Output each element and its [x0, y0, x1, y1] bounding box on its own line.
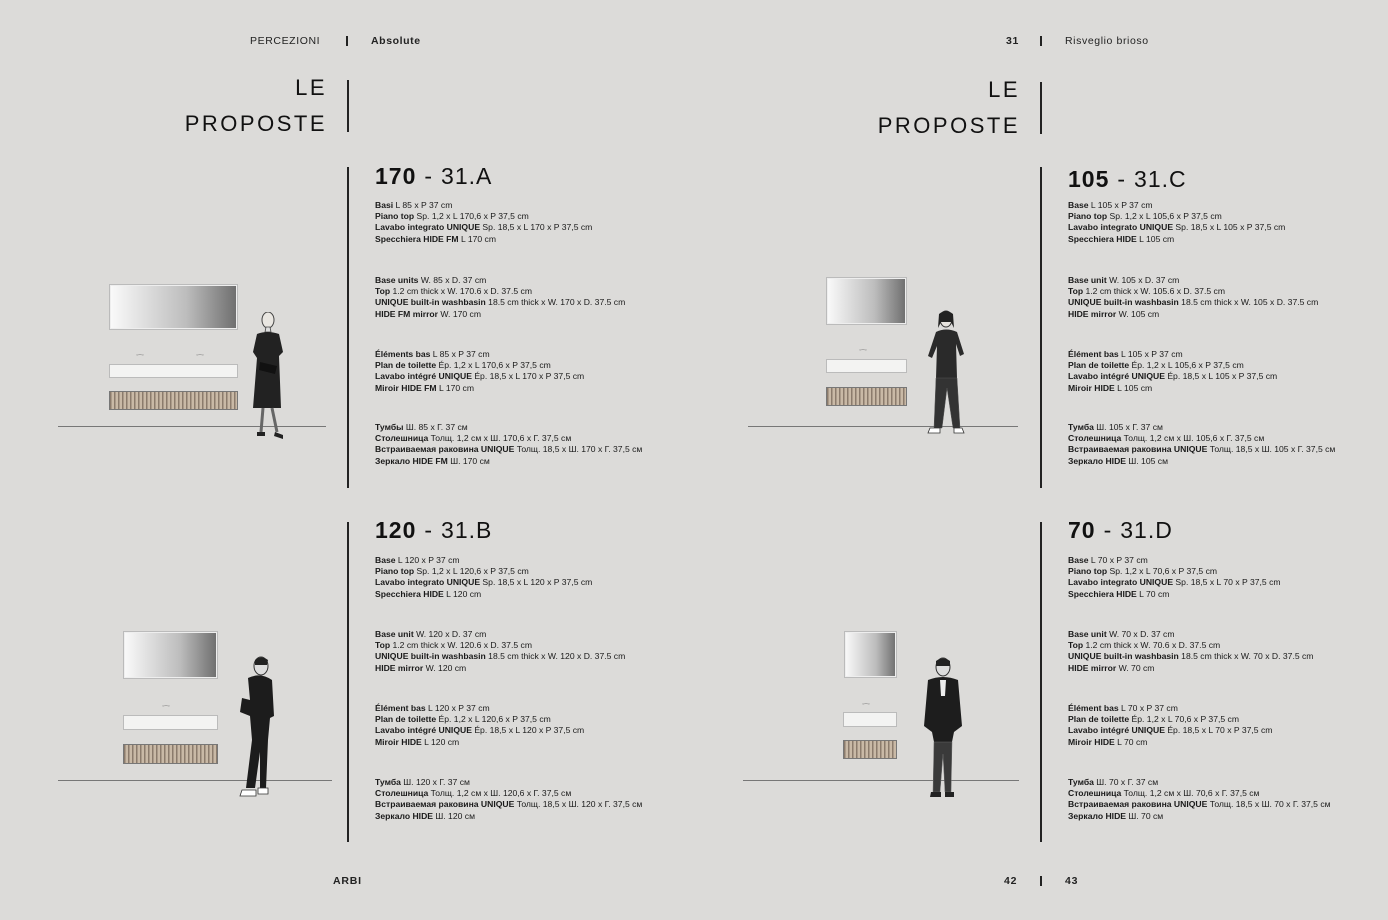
spec-row: HIDE mirror W. 120 cm [375, 662, 467, 673]
proposal-divider [347, 167, 349, 488]
spec-row: UNIQUE built-in washbasin 18.5 cm thick x W. 105 x D. 37.5 cm [1068, 297, 1319, 308]
spec-row: Столешница Толщ. 1,2 см x Ш. 170,6 x Г. 37,5 см [375, 433, 572, 444]
header-chapter-title: Risveglio brioso [1065, 35, 1149, 47]
floor-line [748, 426, 1018, 427]
spec-row: Зеркало HIDE Ш. 105 см [1068, 455, 1168, 466]
proposal-code [1068, 166, 1187, 193]
person-figure-icon [918, 656, 968, 800]
spec-row: Base L 70 x P 37 cm [1068, 555, 1148, 565]
spec-row: Plan de toilette Ép. 1,2 x L 120,6 x P 37,5 cm [375, 714, 551, 725]
spec-row: Встраиваемая раковина UNIQUE Толщ. 18,5 x Ш. 105 x Г. 37,5 см [1068, 444, 1336, 455]
spec-row: Тумба Ш. 105 x Г. 37 см [1068, 422, 1163, 432]
spec-block-it [375, 200, 592, 245]
spec-row: Lavabo intégré UNIQUE Ép. 18,5 x L 105 x P 37,5 cm [1068, 371, 1278, 382]
spec-block-en [375, 275, 625, 320]
spec-row: HIDE mirror W. 105 cm [1068, 308, 1160, 319]
spec-block-it [1068, 555, 1281, 600]
spec-row: Столешница Толщ. 1,2 см x Ш. 105,6 x Г. 37,5 см [1068, 433, 1265, 444]
proposal-ref: 31.B [441, 517, 493, 543]
mirror-illustration [844, 631, 897, 678]
spec-row: Встраиваемая раковина UNIQUE Толщ. 18,5 x Ш. 70 x Г. 37,5 см [1068, 799, 1331, 810]
spec-row: Éléments bas L 85 x P 37 cm [375, 349, 490, 359]
tap-icon: ◦᠆◦ [859, 347, 867, 354]
spec-row: Столешница Толщ. 1,2 см x Ш. 70,6 x Г. 37,5 см [1068, 788, 1260, 799]
spec-row: Тумба Ш. 120 x Г. 37 см [375, 777, 470, 787]
spec-row: Piano top Sp. 1,2 x L 170,6 x P 37,5 cm [375, 211, 529, 222]
spec-row: Specchiera HIDE L 70 cm [1068, 588, 1170, 599]
spec-row: Plan de toilette Ép. 1,2 x L 70,6 x P 37,5 cm [1068, 714, 1239, 725]
spec-row: Lavabo intégré UNIQUE Ép. 18,5 x L 70 x P 37,5 cm [1068, 725, 1273, 736]
spec-row: Élément bas L 120 x P 37 cm [375, 703, 490, 713]
spec-row: Élément bas L 70 x P 37 cm [1068, 703, 1178, 713]
proposal-ref: 31.A [441, 163, 493, 189]
footer-brand: ARBI [333, 875, 362, 887]
spec-row: Plan de toilette Ép. 1,2 x L 105,6 x P 37,5 cm [1068, 360, 1244, 371]
header-separator [346, 36, 348, 46]
spec-row: Встраиваемая раковина UNIQUE Толщ. 18,5 x Ш. 120 x Г. 37,5 см [375, 799, 643, 810]
spec-row: Base L 120 x P 37 cm [375, 555, 460, 565]
spec-row: Piano top Sp. 1,2 x L 105,6 x P 37,5 cm [1068, 211, 1222, 222]
spec-block-ru [375, 422, 642, 467]
base-cabinet-illustration [826, 387, 907, 406]
spec-row: Specchiera HIDE L 105 cm [1068, 233, 1175, 244]
spec-row: Miroir HIDE L 70 cm [1068, 736, 1148, 747]
spec-row: Base unit W. 105 x D. 37 cm [1068, 275, 1180, 285]
spec-row: Top 1.2 cm thick x W. 120.6 x D. 37.5 cm [375, 640, 532, 651]
floor-line [58, 780, 332, 781]
spec-block-fr [1068, 349, 1277, 394]
spec-row: Зеркало HIDE FM Ш. 170 см [375, 455, 490, 466]
spec-row: Specchiera HIDE L 120 cm [375, 588, 482, 599]
tap-icon: ◦᠆◦ [162, 703, 170, 710]
tap-icon: ◦᠆◦ [196, 352, 204, 359]
spec-block-en [375, 629, 625, 674]
spec-row: Зеркало HIDE Ш. 70 см [1068, 810, 1164, 821]
proposal-code [375, 517, 492, 544]
spec-row: UNIQUE built-in washbasin 18.5 cm thick x W. 70 x D. 37.5 cm [1068, 651, 1314, 662]
page-title-line2: PROPOSTE [877, 113, 1020, 138]
page-title-left [150, 70, 327, 142]
tap-icon: ◦᠆◦ [136, 352, 144, 359]
spec-row: Base units W. 85 x D. 37 cm [375, 275, 487, 285]
washbasin-top-illustration [123, 715, 218, 730]
spec-row: Basi L 85 x P 37 cm [375, 200, 453, 210]
spec-row: Top 1.2 cm thick x W. 70.6 x D. 37.5 cm [1068, 640, 1221, 651]
spec-block-it [1068, 200, 1285, 245]
tap-icon: ◦᠆◦ [862, 701, 870, 708]
proposal-divider [347, 522, 349, 842]
mirror-illustration [109, 284, 238, 330]
footer-page-left: 42 [1004, 875, 1018, 887]
spec-row: Miroir HIDE L 105 cm [1068, 382, 1153, 393]
person-figure-icon [247, 312, 299, 440]
spec-row: Lavabo integrato UNIQUE Sp. 18,5 x L 105 x P 37,5 cm [1068, 222, 1286, 233]
spec-block-fr [1068, 703, 1272, 748]
washbasin-top-illustration [109, 364, 238, 378]
footer-separator [1040, 876, 1042, 886]
proposal-divider [1040, 522, 1042, 842]
spec-block-it [375, 555, 592, 600]
spec-row: Lavabo intégré UNIQUE Ép. 18,5 x L 170 x P 37,5 cm [375, 371, 585, 382]
proposal-dash: - [424, 163, 434, 189]
spec-row: Столешница Толщ. 1,2 см x Ш. 120,6 x Г. 37,5 см [375, 788, 572, 799]
spec-row: Base unit W. 70 x D. 37 cm [1068, 629, 1175, 639]
spec-row: Base unit W. 120 x D. 37 cm [375, 629, 487, 639]
spec-row: Specchiera HIDE FM L 170 cm [375, 233, 496, 244]
spec-row: Miroir HIDE L 120 cm [375, 736, 460, 747]
person-figure-icon [222, 656, 280, 800]
proposal-dash: - [1103, 517, 1113, 543]
spec-row: Base L 105 x P 37 cm [1068, 200, 1153, 210]
proposal-dash: - [1117, 166, 1127, 192]
spec-row: UNIQUE built-in washbasin 18.5 cm thick x W. 170 x D. 37.5 cm [375, 297, 626, 308]
proposal-width: 105 [1068, 166, 1110, 192]
spec-block-fr [375, 349, 584, 394]
spec-row: Top 1.2 cm thick x W. 105.6 x D. 37.5 cm [1068, 286, 1225, 297]
spec-block-ru [1068, 422, 1335, 467]
spec-row: Piano top Sp. 1,2 x L 120,6 x P 37,5 cm [375, 566, 529, 577]
base-cabinet-illustration [123, 744, 218, 764]
mirror-illustration [123, 631, 218, 679]
base-cabinet-illustration [843, 740, 897, 759]
washbasin-top-illustration [826, 359, 907, 373]
proposal-width: 70 [1068, 517, 1096, 543]
header-separator [1040, 36, 1042, 46]
proposal-dash: - [424, 517, 434, 543]
person-figure-icon [920, 308, 972, 442]
spec-row: Élément bas L 105 x P 37 cm [1068, 349, 1183, 359]
spec-block-ru [1068, 777, 1331, 822]
spec-row: Зеркало HIDE Ш. 120 см [375, 810, 475, 821]
spec-row: Top 1.2 cm thick x W. 170.6 x D. 37.5 cm [375, 286, 532, 297]
proposal-ref: 31.C [1134, 166, 1187, 192]
footer-page-right: 43 [1065, 875, 1079, 887]
spec-row: Lavabo integrato UNIQUE Sp. 18,5 x L 170 x P 37,5 cm [375, 222, 593, 233]
spec-row: HIDE FM mirror W. 170 cm [375, 308, 482, 319]
proposal-code [1068, 517, 1173, 544]
title-divider [1040, 82, 1042, 134]
title-divider [347, 80, 349, 132]
spec-row: Piano top Sp. 1,2 x L 70,6 x P 37,5 cm [1068, 566, 1218, 577]
washbasin-top-illustration [843, 712, 897, 727]
proposal-width: 120 [375, 517, 417, 543]
proposal-code [375, 163, 492, 190]
page-title-line1: LE [295, 75, 327, 100]
spec-block-en [1068, 275, 1318, 320]
spec-row: Lavabo intégré UNIQUE Ép. 18,5 x L 120 x P 37,5 cm [375, 725, 585, 736]
spec-row: Lavabo integrato UNIQUE Sp. 18,5 x L 120 x P 37,5 cm [375, 577, 593, 588]
floor-line [743, 780, 1019, 781]
page-title-line2: PROPOSTE [184, 111, 327, 136]
spec-row: Встраиваемая раковина UNIQUE Толщ. 18,5 x Ш. 170 x Г. 37,5 см [375, 444, 643, 455]
spec-block-ru [375, 777, 642, 822]
spec-row: UNIQUE built-in washbasin 18.5 cm thick x W. 120 x D. 37.5 cm [375, 651, 626, 662]
spec-row: Miroir HIDE FM L 170 cm [375, 382, 475, 393]
base-cabinet-illustration [109, 391, 238, 410]
page-title-right [843, 72, 1020, 144]
header-collection: Absolute [371, 35, 421, 47]
mirror-illustration [826, 277, 907, 325]
header-section: PERCEZIONI [250, 35, 321, 47]
proposal-width: 170 [375, 163, 417, 189]
spec-block-fr [375, 703, 584, 748]
page-title-line1: LE [988, 77, 1020, 102]
proposal-divider [1040, 167, 1042, 488]
spec-block-en [1068, 629, 1313, 674]
spec-row: Тумба Ш. 70 x Г. 37 см [1068, 777, 1159, 787]
spec-row: HIDE mirror W. 70 cm [1068, 662, 1155, 673]
spec-row: Тумбы Ш. 85 x Г. 37 см [375, 422, 468, 432]
spec-row: Lavabo integrato UNIQUE Sp. 18,5 x L 70 x P 37,5 cm [1068, 577, 1281, 588]
header-page-number: 31 [1006, 35, 1019, 47]
proposal-ref: 31.D [1120, 517, 1173, 543]
spec-row: Plan de toilette Ép. 1,2 x L 170,6 x P 37,5 cm [375, 360, 551, 371]
